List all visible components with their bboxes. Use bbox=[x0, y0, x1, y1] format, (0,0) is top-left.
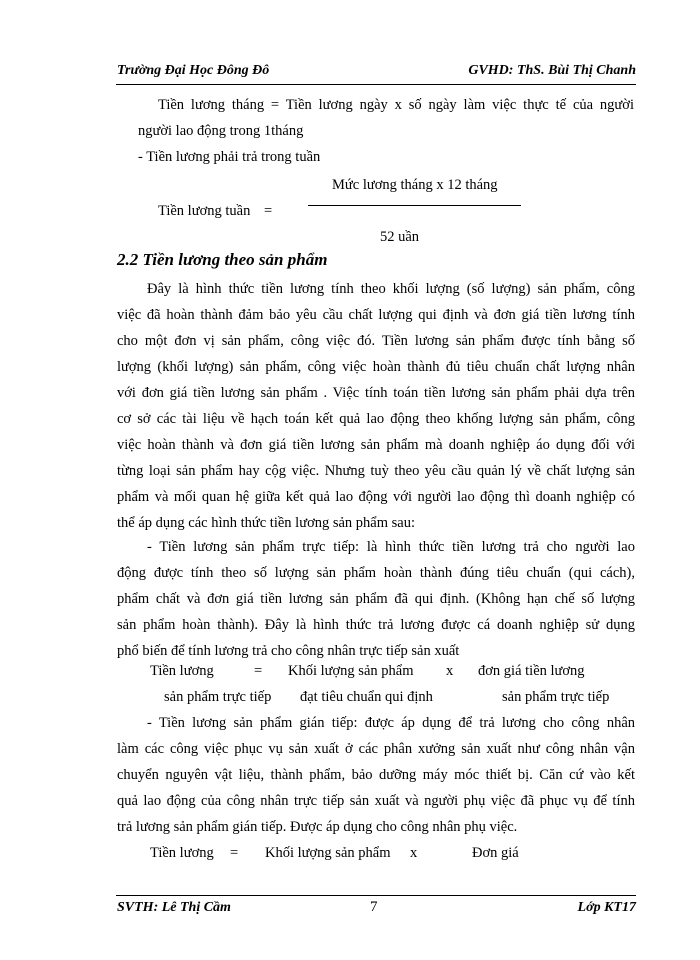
formula-direct-label-2: sản phẩm trực tiếp bbox=[164, 689, 272, 705]
paragraph-line: trả lương sản phẩm gián tiếp. Được áp dụng cho công nhân phụ việc. bbox=[117, 819, 518, 835]
intro-line-3: - Tiền lương phải trả trong tuần bbox=[138, 149, 321, 165]
formula-week-lhs: Tiền lương tuần bbox=[158, 203, 251, 219]
formula-week-eq: = bbox=[264, 203, 273, 219]
formula-indirect-price: Đơn giá bbox=[472, 845, 519, 861]
paragraph-line: lượng (khối lượng) sản phẩm, công việc hoàn thành đủ tiêu chuẩn chất lượng nhân bbox=[117, 359, 635, 375]
paragraph-line: việc hoàn thành và đơn giá tiền lương sản phẩm mà doanh nghiệp áo dụng đối với bbox=[117, 437, 635, 453]
paragraph-line: quả lao động của công nhân trực tiếp sản xuất và người phụ việc đã phục vụ để tính bbox=[117, 793, 635, 809]
footer-class: Lớp KT17 bbox=[577, 900, 636, 915]
footer-rule bbox=[116, 895, 636, 896]
paragraph-2 bbox=[117, 534, 635, 664]
paragraph-3 bbox=[117, 710, 635, 840]
page-number: 7 bbox=[370, 899, 378, 915]
formula-direct-price-2: sản phẩm trực tiếp bbox=[502, 689, 610, 705]
paragraph-line: - Tiền lương sản phẩm gián tiếp: được áp dụng để trả lương cho công nhân bbox=[147, 715, 635, 731]
paragraph-line: Đây là hình thức tiền lương tính theo khối lượng (số lượng) sản phẩm, công bbox=[147, 281, 635, 297]
paragraph-line: thể áp dụng các hình thức tiền lương sản phẩm sau: bbox=[117, 515, 416, 531]
paragraph-line: làm các công việc phục vụ sản xuất ở các phân xưởng sản xuất như công nhân vận bbox=[117, 741, 635, 757]
paragraph-1 bbox=[117, 276, 635, 536]
footer-student: SVTH: Lê Thị Cầm bbox=[117, 900, 231, 915]
formula-indirect-label: Tiền lương bbox=[150, 845, 214, 861]
intro-line-1: Tiền lương tháng = Tiền lương ngày x số ngày làm việc thực tế của người bbox=[158, 97, 634, 113]
formula-indirect-quantity: Khối lượng sản phẩm bbox=[265, 845, 391, 861]
paragraph-line: phổ biến để tính lương trả cho công nhân trực tiếp sản xuất bbox=[117, 643, 460, 659]
paragraph-line: chuyển nguyên vật liệu, thành phẩm, bảo dưỡng máy móc thiết bị. Căn cứ vào kết bbox=[117, 767, 635, 783]
header-school: Trường Đại Học Đông Đô bbox=[117, 63, 270, 78]
formula-indirect-times: x bbox=[410, 845, 418, 861]
formula-direct-price: đơn giá tiền lương bbox=[478, 663, 585, 679]
paragraph-line: cho một đơn vị sản phẩm, công việc đó. Tiền lương sản phẩm được tính bằng số bbox=[117, 333, 635, 349]
header-rule bbox=[116, 84, 636, 85]
paragraph-line: việc đã hoàn thành đảm bảo yêu cầu chất lượng qui định và đơn giá tiền lương tính bbox=[117, 307, 635, 323]
formula-week-numerator: Mức lương tháng x 12 tháng bbox=[332, 177, 498, 193]
header-advisor: GVHD: ThS. Bùi Thị Chanh bbox=[468, 63, 636, 78]
paragraph-line: phẩm chất và đơn giá tiền lương sản phẩm đã qui định. (Không hạn chế số lượng bbox=[117, 591, 635, 607]
formula-direct-eq: = bbox=[254, 663, 263, 679]
paragraph-line: phẩm và mối quan hệ giữa kết quả lao động với người lao động thì doanh nghiệp có bbox=[117, 489, 635, 505]
formula-direct-quantity: Khối lượng sản phẩm bbox=[288, 663, 414, 679]
formula-indirect-eq: = bbox=[230, 845, 239, 861]
paragraph-line: - Tiền lương sản phẩm trực tiếp: là hình thức tiền lương trả cho người lao bbox=[147, 539, 635, 555]
intro-line-2: người lao động trong 1tháng bbox=[138, 123, 304, 139]
paragraph-line: cơ sở các tài liệu về hạch toán kết quả lao động theo khống lượng sản phẩm, công bbox=[117, 411, 635, 427]
formula-direct-quantity-2: đạt tiêu chuẩn qui định bbox=[300, 689, 433, 705]
paragraph-line: sản phẩm hoàn thành). Đây là hình thức trả lương được cá doanh nghiệp sử dụng bbox=[117, 617, 635, 633]
paragraph-line: từng loại sản phẩm hay cộg việc. Nhưng tuỳ theo yêu cầu quản lý về chất lượng sản bbox=[117, 463, 635, 479]
formula-week-fraction-line bbox=[308, 205, 521, 206]
paragraph-line: động được tính theo số lượng sản phẩm hoàn thành đúng tiêu chuẩn (qui cách), bbox=[117, 565, 635, 581]
formula-direct-times: x bbox=[446, 663, 454, 679]
paragraph-line: với đơn giá tiền lương sản phẩm . Việc tính toán tiền lương sản phẩm phải dựa trên bbox=[117, 385, 635, 401]
section-title: 2.2 Tiền lương theo sản phẩm bbox=[117, 250, 328, 269]
formula-direct-label: Tiền lương bbox=[150, 663, 214, 679]
formula-week-denominator: 52 uần bbox=[380, 229, 420, 245]
